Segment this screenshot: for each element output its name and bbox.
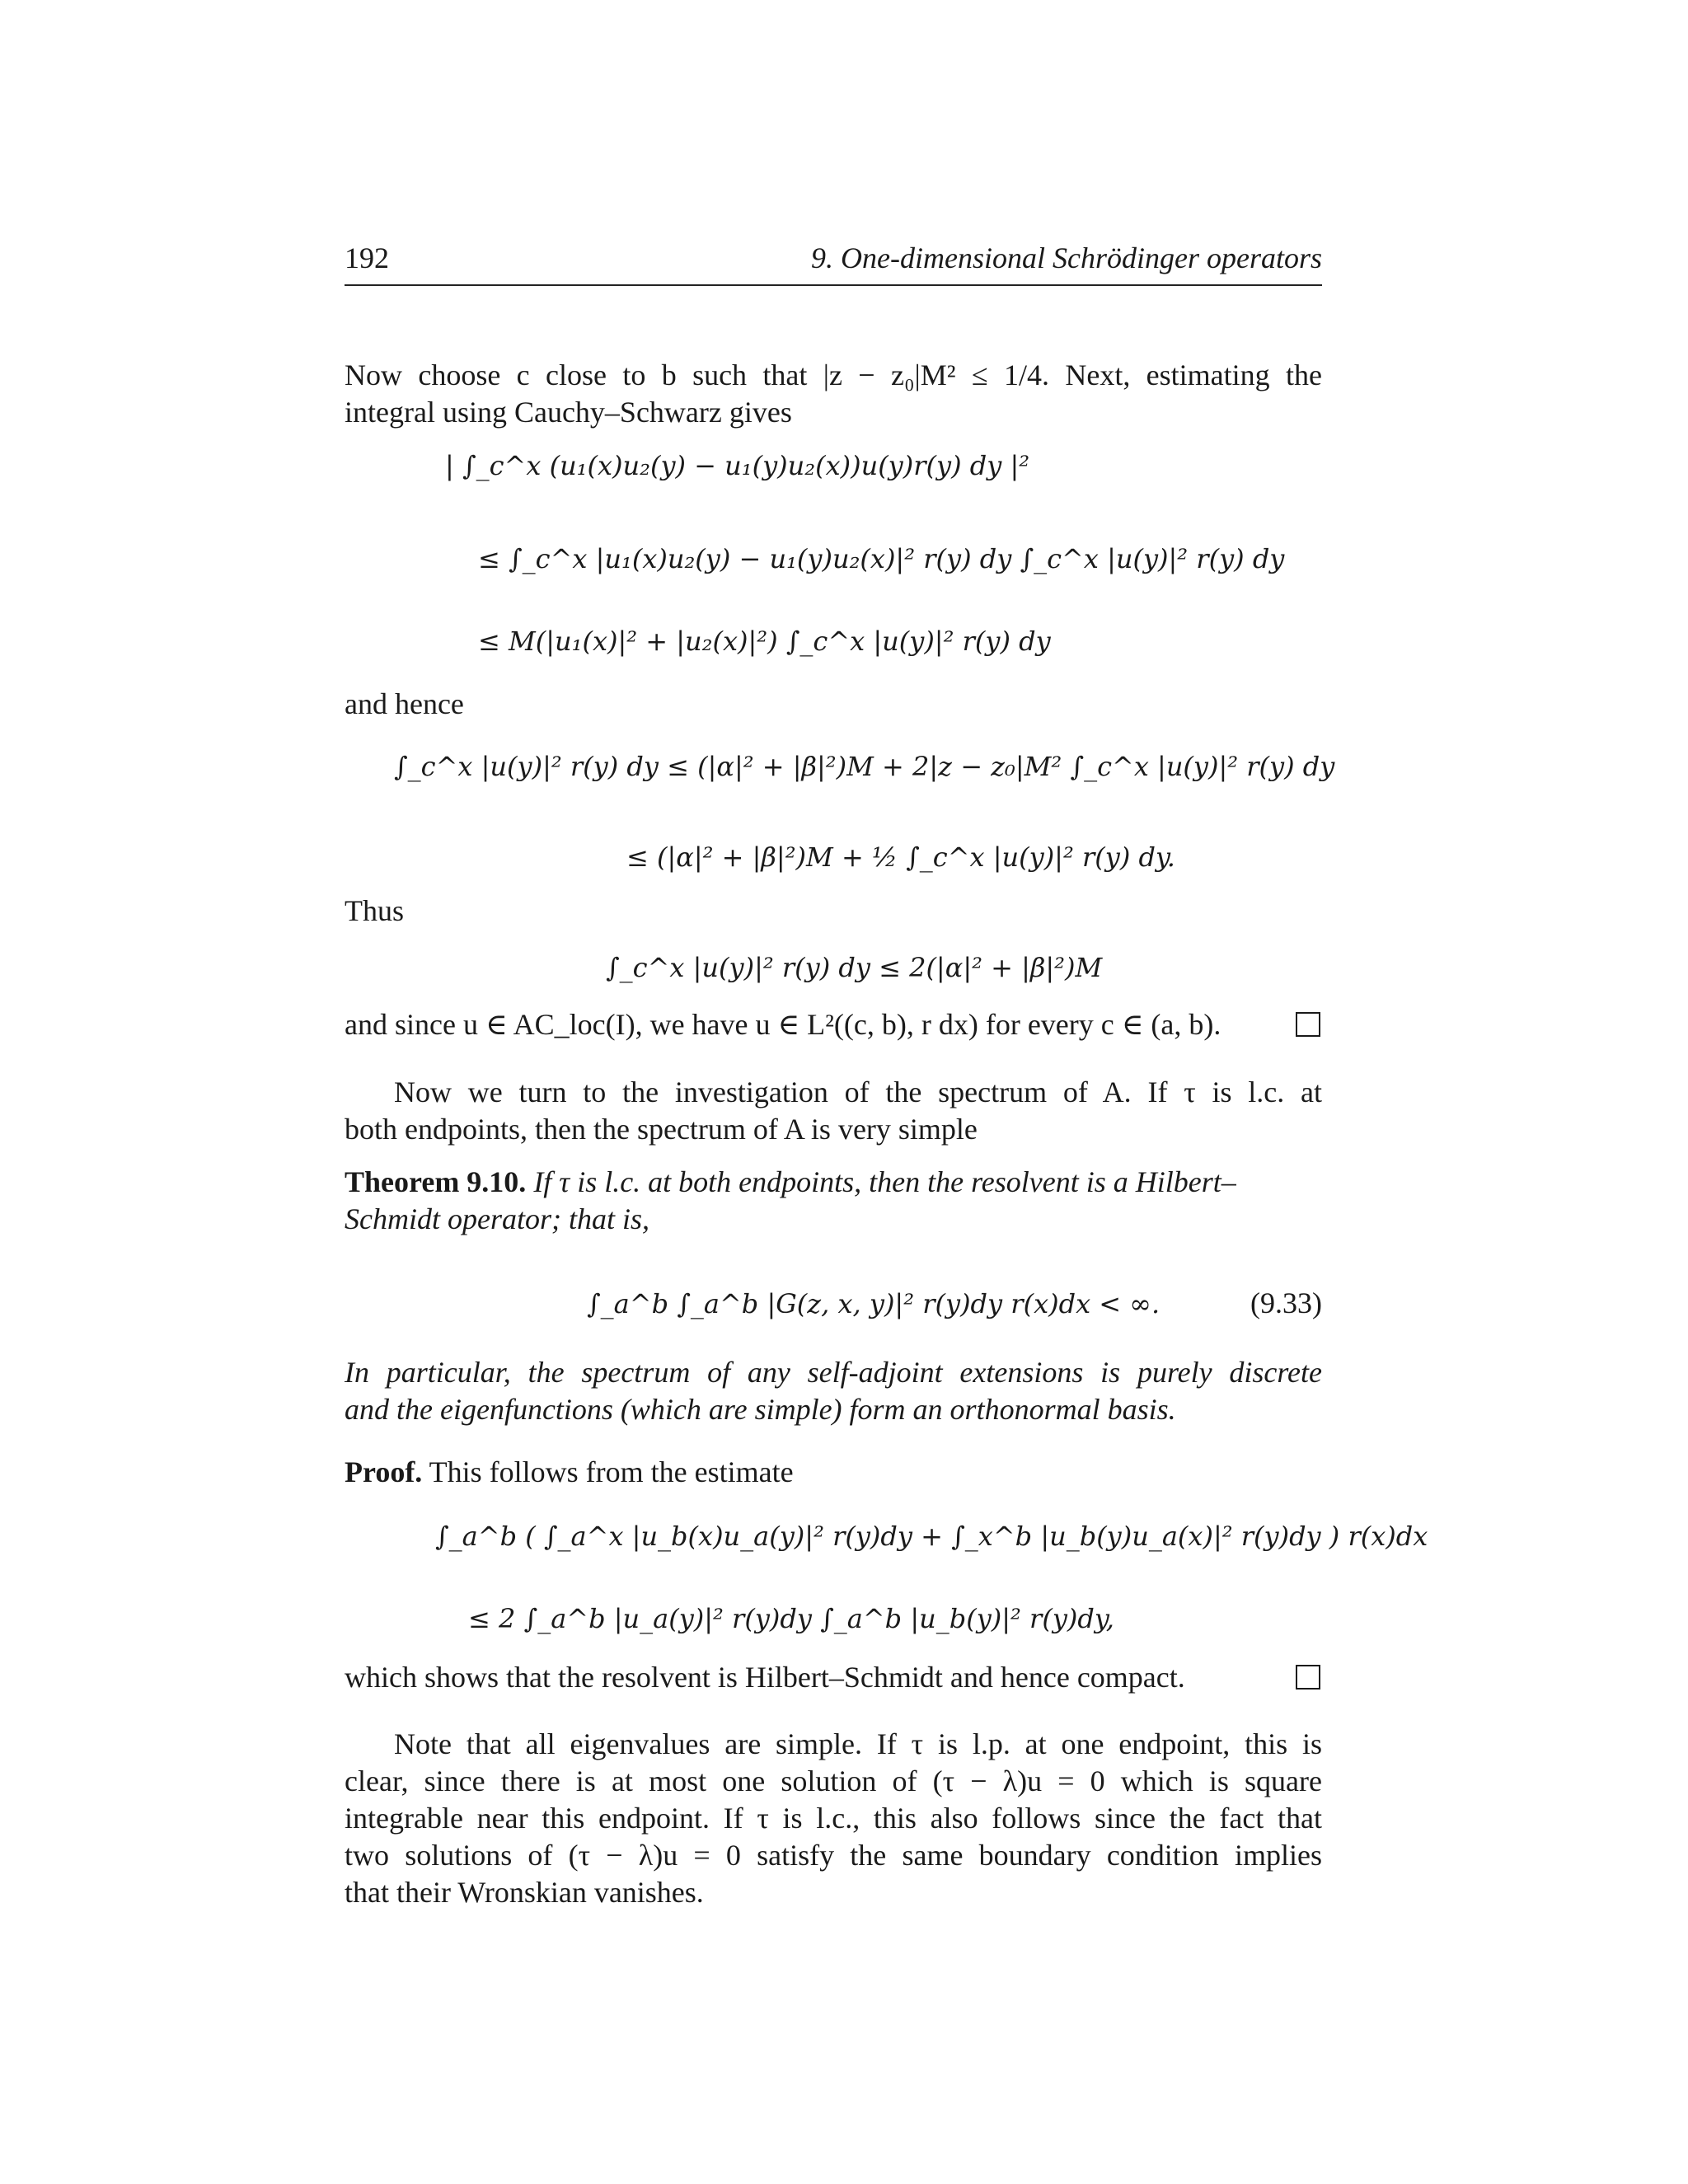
paragraph-line: that their Wronskian vanishes. (345, 1876, 704, 1909)
paragraph-line: two solutions of (τ − λ)u = 0 satisfy the same boundary condition implies (345, 1839, 1322, 1872)
equation-line: ≤ M(|u₁(x)|² + |u₂(x)|²) ∫_c^x |u(y)|² r(y) dy (478, 626, 1051, 657)
equation-line: ∫_a^b ( ∫_a^x |u_b(x)u_a(y)|² r(y)dy + ∫_x^b |u_b(y)u_a(x)|² r(y)dy ) r(x)dx (435, 1521, 1428, 1552)
theorem-label: Theorem 9.10. (345, 1165, 527, 1198)
paragraph-line: and hence (345, 687, 464, 720)
theorem-line: In particular, the spectrum of any self-adjoint extensions is purely discrete (345, 1356, 1322, 1389)
equation-line: ∫_c^x |u(y)|² r(y) dy ≤ 2(|α|² + |β|²)M (606, 952, 1103, 983)
qed-symbol (1296, 1012, 1320, 1037)
paragraph-line: which shows that the resolvent is Hilbert–Schmidt and hence compact. (345, 1661, 1185, 1694)
paragraph-line: Note that all eigenvalues are simple. If τ is l.p. at one endpoint, this is (394, 1727, 1322, 1760)
theorem-header (345, 1164, 1322, 1200)
paragraph-line: integral using Cauchy–Schwarz gives (345, 396, 792, 429)
paragraph-line: and since u ∈ AC_loc(I), we have u ∈ L²((c, b), r dx) for every c ∈ (a, b). (345, 1008, 1221, 1041)
equation-line: ≤ ∫_c^x |u₁(x)u₂(y) − u₁(y)u₂(x)|² r(y) dy ∫_c^x |u(y)|² r(y) dy (478, 543, 1285, 574)
page-number: 192 (345, 241, 389, 274)
proof-header (345, 1454, 1322, 1490)
equation-line: ≤ 2 ∫_a^b |u_a(y)|² r(y)dy ∫_a^b |u_b(y)|² r(y)dy, (468, 1603, 1114, 1634)
equation-line: ≤ (|α|² + |β|²)M + ½ ∫_c^x |u(y)|² r(y) dy. (626, 841, 1175, 873)
paragraph-line: both endpoints, then the spectrum of A is very simple (345, 1113, 978, 1146)
equation-line: ∫_a^b ∫_a^b |G(z, x, y)|² r(y)dy r(x)dx < ∞. (587, 1288, 1160, 1319)
equation-line: ∫_c^x |u(y)|² r(y) dy ≤ (|α|² + |β|²)M + 2|z − z₀|M² ∫_c^x |u(y)|² r(y) dy (394, 751, 1335, 782)
paragraph-line: Now choose c close to b such that |z − z₀|M² ≤ 1/4. Next, estimating the (345, 359, 1322, 391)
proof-text: This follows from the estimate (429, 1455, 794, 1488)
theorem-text: If τ is l.c. at both endpoints, then the resolvent is a Hilbert– (533, 1165, 1236, 1198)
equation-line: | ∫_c^x (u₁(x)u₂(y) − u₁(y)u₂(x))u(y)r(y) dy |² (445, 450, 1030, 481)
header-rule (345, 284, 1322, 286)
paragraph-line: integrable near this endpoint. If τ is l.c., this also follows since the fact that (345, 1802, 1322, 1835)
theorem-line: Schmidt operator; that is, (345, 1202, 649, 1235)
paragraph-line: clear, since there is at most one solution of (τ − λ)u = 0 which is square (345, 1765, 1322, 1797)
running-title: 9. One-dimensional Schrödinger operators (811, 241, 1322, 274)
proof-label: Proof. (345, 1455, 423, 1488)
paragraph-line: Thus (345, 894, 404, 927)
paragraph-line: Now we turn to the investigation of the spectrum of A. If τ is l.c. at (394, 1076, 1322, 1108)
theorem-line: and the eigenfunctions (which are simple) form an orthonormal basis. (345, 1393, 1176, 1426)
equation-number: (9.33) (1250, 1286, 1322, 1319)
page-header (345, 241, 1322, 282)
qed-symbol (1296, 1665, 1320, 1690)
